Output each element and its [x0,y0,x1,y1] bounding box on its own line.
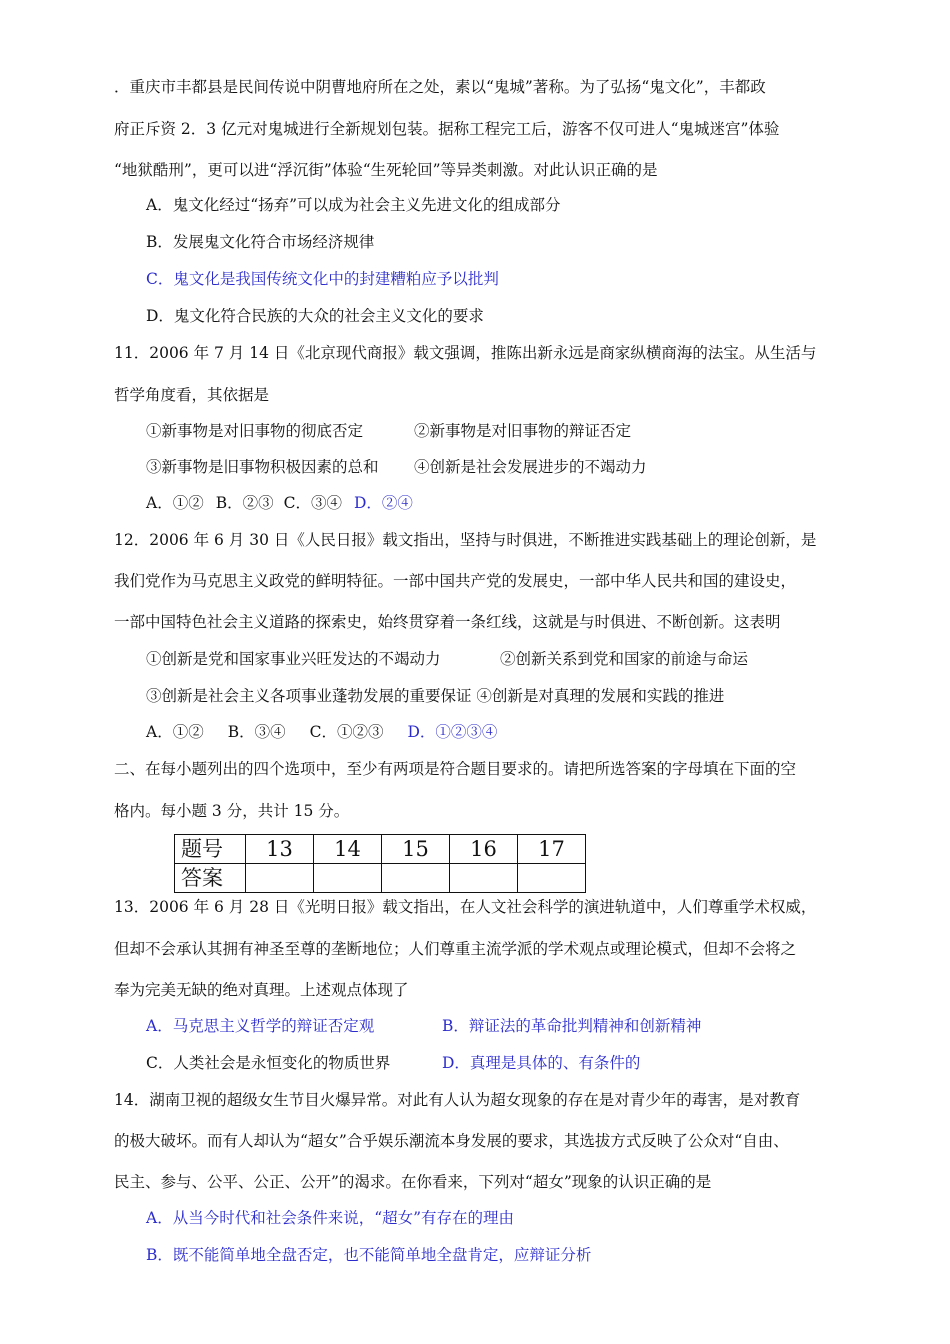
q13-stem-line-2: 但却不会承认其拥有神圣至尊的垄断地位；人们尊重主流学派的学术观点或理论模式，但却不会将之 [114,940,797,958]
q12-item-2: ②创新关系到党和国家的前途与命运 [500,650,749,668]
q11-choice-d: D．②④ [353,494,413,512]
answer-table-number: 14 [314,835,382,864]
q10-option-b: B．发展鬼文化符合市场经济规律 [146,233,375,251]
answer-table-number: 16 [450,835,518,864]
answer-cell[interactable] [382,864,450,893]
q12-choice-d: D．①②③④ [407,723,498,741]
q11-choices [146,493,413,513]
q11-item-2: ②新事物是对旧事物的辩证否定 [414,422,632,440]
answer-table [174,834,586,893]
q10-option-a: A．鬼文化经过“扬弃”可以成为社会主义先进文化的组成部分 [146,196,561,214]
answer-table-number: 15 [382,835,450,864]
answer-table-number: 13 [246,835,314,864]
q11-choice-b: B．②③ [215,494,274,512]
answer-table-number-row [175,835,586,864]
answer-table-answer-row [175,864,586,893]
q12-stem-line-2: 我们党作为马克思主义政党的鲜明特征。一部中国共产党的发展史，一部中华人民共和国的建设史， [114,572,797,590]
q10-stem-line-3: “地狱酷刑”，更可以进“浮沉街”体验“生死轮回”等异类刺激。对此认识正确的是 [114,161,658,179]
q10-stem-line-1: ．重庆市丰都县是民间传说中阴曹地府所在之处，素以“鬼城”著称。为了弘扬“鬼文化”，丰都政 [114,78,766,96]
q12-choice-c: C．①②③ [309,723,384,741]
answer-table-number-label: 题号 [175,835,246,864]
q11-choice-c: C．③④ [283,494,342,512]
section2-instruction-line-1: 二、在每小题列出的四个选项中，至少有两项是符合题目要求的。请把所选答案的字母填在下面的空 [114,760,797,778]
q11-item-4: ④创新是社会发展进步的不竭动力 [414,458,647,476]
q13-option-d: D．真理是具体的、有条件的 [442,1054,641,1072]
q13-option-b: B．辩证法的革命批判精神和创新精神 [442,1017,702,1035]
answer-cell[interactable] [314,864,382,893]
answer-cell[interactable] [450,864,518,893]
q12-item-1: ①创新是党和国家事业兴旺发达的不竭动力 [146,650,441,668]
q11-item-1: ①新事物是对旧事物的彻底否定 [146,422,364,440]
q13-stem-line-1: 13．2006 年 6 月 28 日《光明日报》载文指出，在人文社会科学的演进轨道中，人们尊重学术权威， [114,898,817,916]
q12-choice-a: A．①② [146,723,204,741]
q13-stem-line-3: 奉为完美无缺的绝对真理。上述观点体现了 [114,981,409,999]
section2-instruction-line-2: 格内。每小题 3 分，共计 15 分。 [114,802,350,820]
answer-cell[interactable] [246,864,314,893]
q12-choices [146,722,497,742]
q12-item-3-4: ③创新是社会主义各项事业蓬勃发展的重要保证 ④创新是对真理的发展和实践的推进 [146,687,725,705]
q11-stem-line-1: 11．2006 年 7 月 14 日《北京现代商报》载文强调，推陈出新永远是商家纵横商海的法宝。从生活与 [114,344,817,362]
answer-cell[interactable] [518,864,586,893]
q12-stem-line-3: 一部中国特色社会主义道路的探索史，始终贯穿着一条红线，这就是与时俱进、不断创新。这表明 [114,613,781,631]
q10-stem-line-2: 府正斥资 2．3 亿元对鬼城进行全新规划包装。据称工程完工后，游客不仅可进人“鬼城迷宫”体验 [114,120,780,138]
q14-option-a: A．从当今时代和社会条件来说，“超女”有存在的理由 [146,1209,515,1227]
q14-stem-line-2: 的极大破坏。而有人却认为“超女”合乎娱乐潮流本身发展的要求，其选拔方式反映了公众对“自由、 [114,1132,789,1150]
q14-option-b: B．既不能简单地全盘否定，也不能简单地全盘肯定，应辩证分析 [146,1246,592,1264]
answer-table-number: 17 [518,835,586,864]
answer-table-answer-label: 答案 [175,864,246,893]
q13-option-a: A．马克思主义哲学的辩证否定观 [146,1017,375,1035]
q11-stem-line-2: 哲学角度看，其依据是 [114,386,270,404]
q14-stem-line-3: 民主、参与、公平、公正、公开”的渴求。在你看来，下列对“超女”现象的认识正确的是 [114,1173,712,1191]
q10-option-c: C．鬼文化是我国传统文化中的封建糟粕应予以批判 [146,270,499,288]
q10-option-d: D．鬼文化符合民族的大众的社会主义文化的要求 [146,307,484,325]
q11-item-3: ③新事物是旧事物积极因素的总和 [146,458,379,476]
q14-stem-line-1: 14．湖南卫视的超级女生节目火爆异常。对此有人认为超女现象的存在是对青少年的毒害，是对教育 [114,1091,801,1109]
q12-choice-b: B．③④ [227,723,286,741]
q12-stem-line-1: 12．2006 年 6 月 30 日《人民日报》载文指出，坚持与时俱进，不断推进实践基础上的理论创新，是 [114,531,817,549]
q11-choice-a: A．①② [146,494,204,512]
q13-option-c: C．人类社会是永恒变化的物质世界 [146,1054,391,1072]
